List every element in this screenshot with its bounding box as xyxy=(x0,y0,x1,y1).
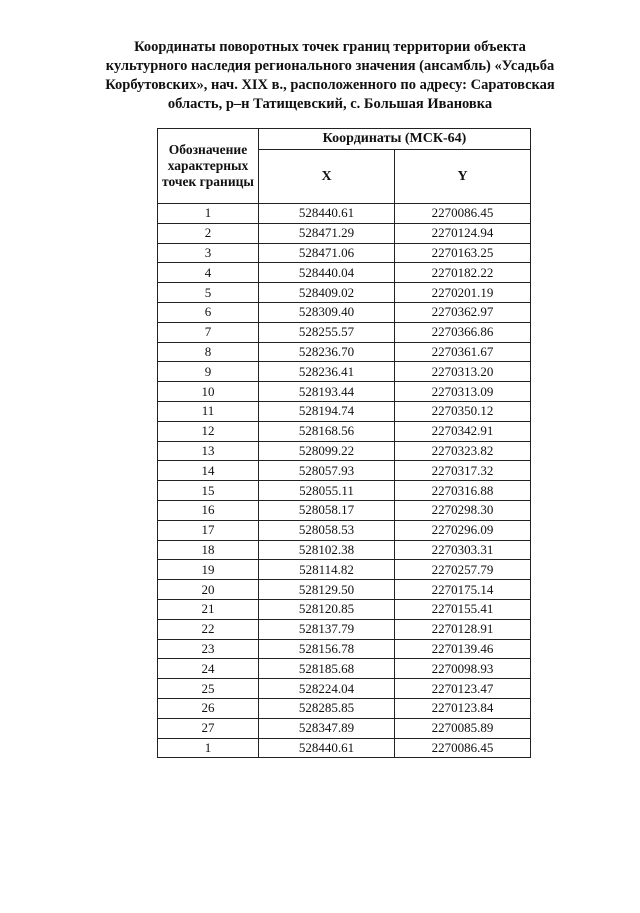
table-row xyxy=(158,421,531,441)
cell-point: 17 xyxy=(158,520,259,540)
cell-y: 2270123.84 xyxy=(395,698,531,718)
cell-y: 2270350.12 xyxy=(395,401,531,421)
table-body xyxy=(158,204,531,758)
table-row xyxy=(158,243,531,263)
cell-x: 528055.11 xyxy=(259,481,395,501)
cell-point: 11 xyxy=(158,401,259,421)
cell-x: 528471.06 xyxy=(259,243,395,263)
cell-x: 528137.79 xyxy=(259,619,395,639)
cell-y: 2270303.31 xyxy=(395,540,531,560)
cell-point: 6 xyxy=(158,302,259,322)
table-row xyxy=(158,283,531,303)
cell-x: 528236.41 xyxy=(259,362,395,382)
cell-x: 528309.40 xyxy=(259,302,395,322)
cell-x: 528285.85 xyxy=(259,698,395,718)
cell-point: 19 xyxy=(158,560,259,580)
cell-x: 528347.89 xyxy=(259,718,395,738)
header-row xyxy=(158,129,531,150)
cell-point: 25 xyxy=(158,679,259,699)
title-line: область, р–н Татищевский, с. Большая Ивановка xyxy=(167,96,493,112)
table-row xyxy=(158,223,531,243)
cell-point: 14 xyxy=(158,461,259,481)
cell-y: 2270298.30 xyxy=(395,500,531,520)
table-row xyxy=(158,461,531,481)
cell-x: 528058.53 xyxy=(259,520,395,540)
table-row xyxy=(158,718,531,738)
document-title xyxy=(70,38,590,114)
title-line: Корбутовских», нач. XIX в., расположенного по адресу: Саратовская xyxy=(105,77,555,93)
cell-x: 528255.57 xyxy=(259,322,395,342)
table-row xyxy=(158,362,531,382)
table-row xyxy=(158,263,531,283)
table-row xyxy=(158,659,531,679)
cell-y: 2270316.88 xyxy=(395,481,531,501)
cell-x: 528120.85 xyxy=(259,599,395,619)
cell-point: 5 xyxy=(158,283,259,303)
cell-point: 16 xyxy=(158,500,259,520)
cell-point: 15 xyxy=(158,481,259,501)
cell-y: 2270361.67 xyxy=(395,342,531,362)
cell-x: 528193.44 xyxy=(259,382,395,402)
cell-x: 528409.02 xyxy=(259,283,395,303)
cell-point: 2 xyxy=(158,223,259,243)
cell-y: 2270155.41 xyxy=(395,599,531,619)
table-row xyxy=(158,540,531,560)
cell-x: 528129.50 xyxy=(259,580,395,600)
cell-x: 528099.22 xyxy=(259,441,395,461)
header-coordinates: Координаты (МСК-64) xyxy=(259,129,531,150)
cell-y: 2270124.94 xyxy=(395,223,531,243)
cell-y: 2270163.25 xyxy=(395,243,531,263)
cell-y: 2270085.89 xyxy=(395,718,531,738)
table-row xyxy=(158,679,531,699)
cell-x: 528440.61 xyxy=(259,738,395,758)
cell-y: 2270086.45 xyxy=(395,204,531,224)
cell-x: 528440.61 xyxy=(259,204,395,224)
cell-y: 2270313.20 xyxy=(395,362,531,382)
header-point-designation: Обозначение характерных точек границы xyxy=(158,129,259,204)
table-row xyxy=(158,738,531,758)
cell-x: 528471.29 xyxy=(259,223,395,243)
table-row xyxy=(158,481,531,501)
table-row xyxy=(158,698,531,718)
cell-point: 8 xyxy=(158,342,259,362)
cell-point: 18 xyxy=(158,540,259,560)
cell-y: 2270175.14 xyxy=(395,580,531,600)
cell-y: 2270123.47 xyxy=(395,679,531,699)
cell-y: 2270128.91 xyxy=(395,619,531,639)
table-row xyxy=(158,500,531,520)
title-line: Координаты поворотных точек границ территории объекта xyxy=(134,39,526,55)
cell-point: 1 xyxy=(158,738,259,758)
cell-x: 528224.04 xyxy=(259,679,395,699)
cell-point: 21 xyxy=(158,599,259,619)
cell-y: 2270201.19 xyxy=(395,283,531,303)
cell-y: 2270313.09 xyxy=(395,382,531,402)
table-row xyxy=(158,560,531,580)
cell-point: 4 xyxy=(158,263,259,283)
cell-point: 24 xyxy=(158,659,259,679)
cell-y: 2270296.09 xyxy=(395,520,531,540)
header-x: X xyxy=(259,150,395,204)
cell-y: 2270366.86 xyxy=(395,322,531,342)
header-y: Y xyxy=(395,150,531,204)
cell-x: 528194.74 xyxy=(259,401,395,421)
table-row xyxy=(158,599,531,619)
cell-point: 26 xyxy=(158,698,259,718)
cell-point: 3 xyxy=(158,243,259,263)
table-row xyxy=(158,580,531,600)
cell-point: 13 xyxy=(158,441,259,461)
cell-x: 528058.17 xyxy=(259,500,395,520)
title-line: культурного наследия регионального значения (ансамбль) «Усадьба xyxy=(105,58,555,74)
cell-y: 2270362.97 xyxy=(395,302,531,322)
cell-x: 528057.93 xyxy=(259,461,395,481)
cell-y: 2270342.91 xyxy=(395,421,531,441)
cell-x: 528236.70 xyxy=(259,342,395,362)
cell-x: 528102.38 xyxy=(259,540,395,560)
cell-point: 7 xyxy=(158,322,259,342)
table-row xyxy=(158,619,531,639)
table-row xyxy=(158,342,531,362)
cell-y: 2270086.45 xyxy=(395,738,531,758)
cell-point: 1 xyxy=(158,204,259,224)
cell-y: 2270323.82 xyxy=(395,441,531,461)
cell-x: 528440.04 xyxy=(259,263,395,283)
cell-x: 528114.82 xyxy=(259,560,395,580)
cell-point: 12 xyxy=(158,421,259,441)
table-row xyxy=(158,204,531,224)
cell-y: 2270139.46 xyxy=(395,639,531,659)
cell-point: 10 xyxy=(158,382,259,402)
cell-y: 2270182.22 xyxy=(395,263,531,283)
table-row xyxy=(158,302,531,322)
cell-point: 20 xyxy=(158,580,259,600)
table-row xyxy=(158,322,531,342)
table-row xyxy=(158,441,531,461)
table-row xyxy=(158,520,531,540)
table-header xyxy=(158,129,531,204)
table-row xyxy=(158,639,531,659)
cell-point: 9 xyxy=(158,362,259,382)
cell-y: 2270317.32 xyxy=(395,461,531,481)
cell-x: 528156.78 xyxy=(259,639,395,659)
cell-x: 528168.56 xyxy=(259,421,395,441)
table-row xyxy=(158,401,531,421)
cell-y: 2270257.79 xyxy=(395,560,531,580)
cell-y: 2270098.93 xyxy=(395,659,531,679)
coordinates-table xyxy=(157,128,531,758)
cell-point: 27 xyxy=(158,718,259,738)
cell-point: 23 xyxy=(158,639,259,659)
table-row xyxy=(158,382,531,402)
cell-point: 22 xyxy=(158,619,259,639)
cell-x: 528185.68 xyxy=(259,659,395,679)
